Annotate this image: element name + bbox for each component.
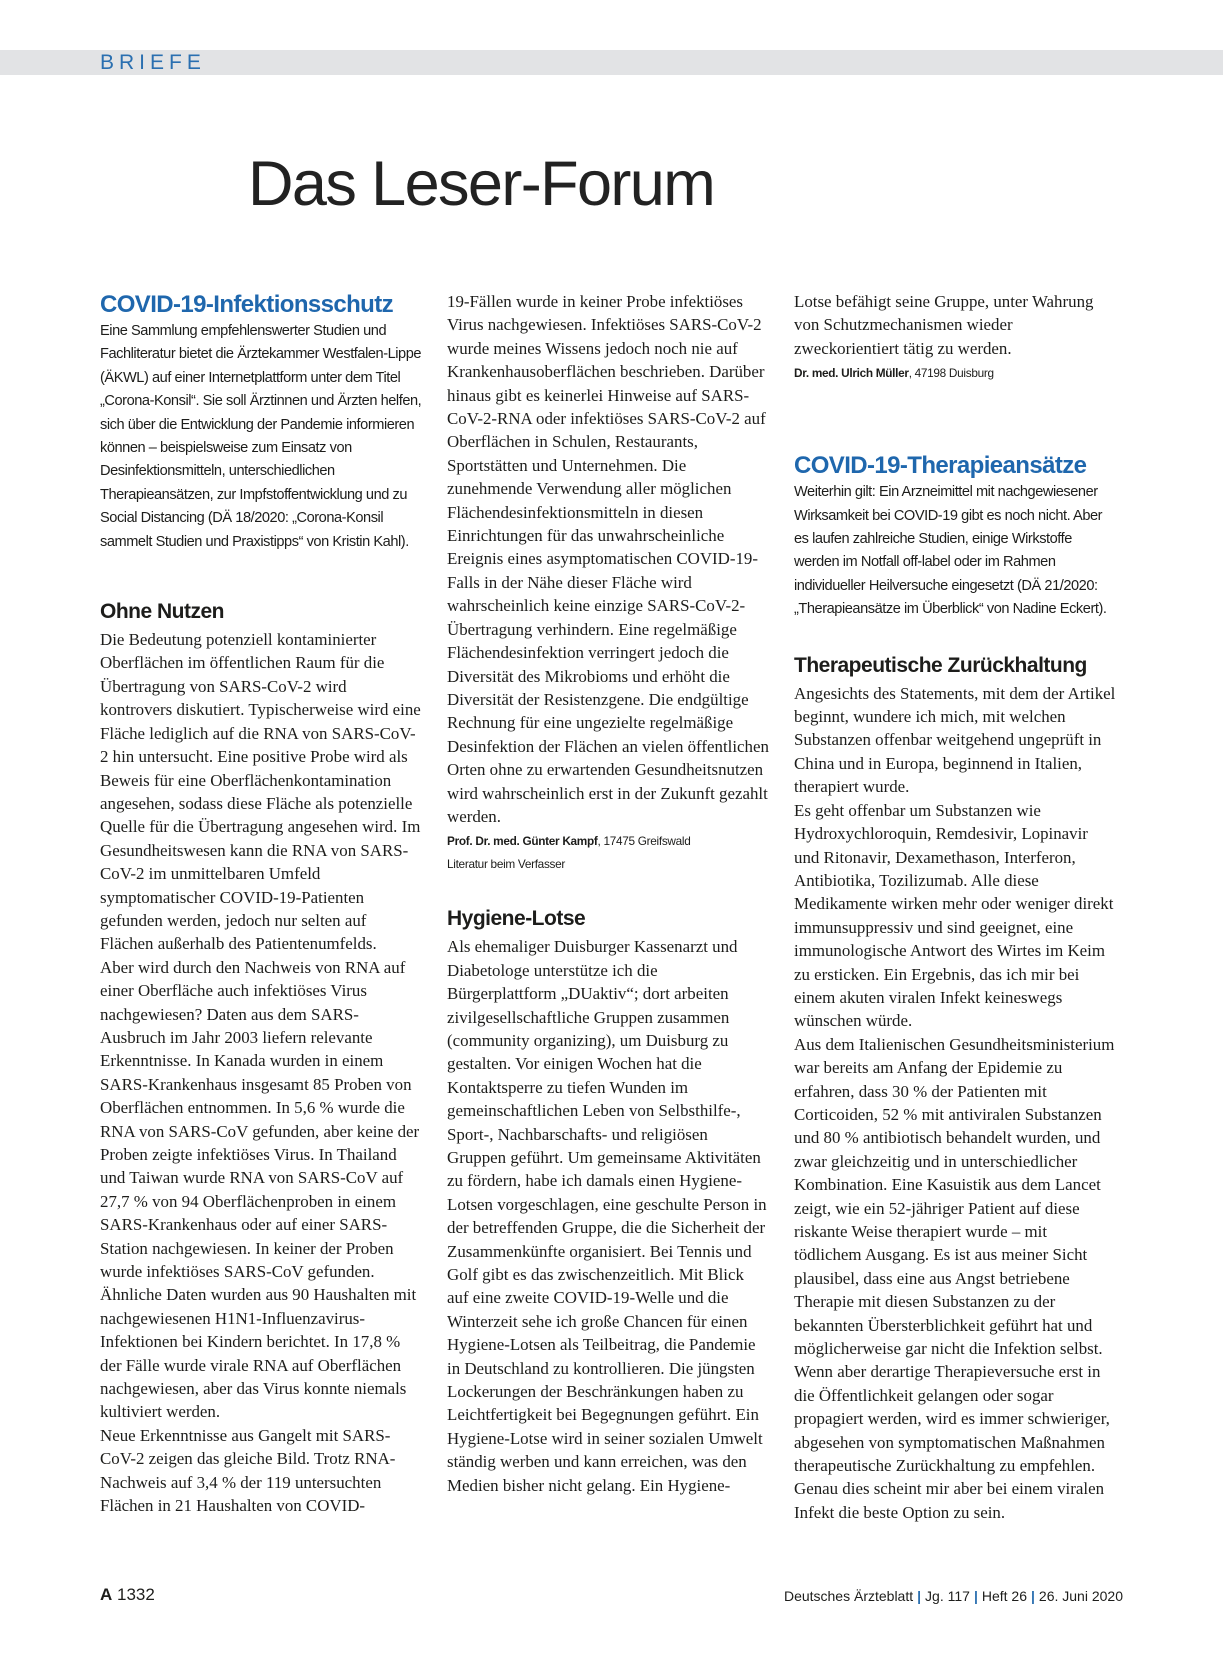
column-3 xyxy=(794,290,1116,1560)
journal-date: 26. Juni 2020 xyxy=(1038,1588,1123,1604)
page-prefix: A xyxy=(100,1585,113,1604)
column-1 xyxy=(100,290,422,1560)
letter-paragraph: Neue Erkenntnisse aus Gangelt mit SARS-CoV-2 zeigen das gleiche Bild. Trotz RNA-Nachweis auf 3,4 % der 119 untersuchten Flächen in 21 Haushalten von COVID- xyxy=(100,1425,396,1516)
page-number-value: 1332 xyxy=(112,1585,155,1604)
author-name: Prof. Dr. med. Günter Kampf xyxy=(447,834,598,849)
topic-intro-therapieansaetze: Weiterhin gilt: Ein Arzneimittel mit nachgewiesener Wirksamkeit bei COVID-19 gibt es noch nicht. Aber es laufen zahlreiche Studien, einige Wirkstoffe werden im Notfall off-label oder im Rahmen individueller Heilversuche eingesetzt (DÄ 21/2020: „Therapieansätze im Überblick“ von Nadine Eckert). xyxy=(794,484,1107,618)
letter-heading-therapeutische-zurueckhaltung: Therapeutische Zurückhaltung xyxy=(794,653,1087,677)
journal-info xyxy=(784,1586,1123,1606)
separator: | xyxy=(917,1588,922,1604)
journal-volume: Jg. 117 xyxy=(925,1588,970,1604)
letter-paragraph: Aber wird durch den Nachweis von RNA auf einer Oberfläche auch infektiöses Virus nachgewiesen? Daten aus dem SARS-Ausbruch im Jahr 2003 liefern relevante Erkenntnisse. In Kanada wurden in einem SARS-Krankenhaus insgesamt 85 Proben von Oberflächen entnommen. In 5,6 % wurde die RNA von SARS-CoV gefunden, aber keine der Proben zeigte infektiöses Virus. In Thailand und Taiwan wurde RNA von SARS-CoV auf 27,7 % von 94 Oberflächenproben in einem SARS-Krankenhaus oder auf einer SARS-Station nachgewiesen. In keiner der Proben wurde infektiöses SARS-CoV gefunden. Ähnliche Daten wurden aus 90 Haushalten mit nachgewiesenen H1N1-Influenzavirus-Infektionen bei Kindern berichtet. In 17,8 % der Fälle wurde virale RNA auf Oberflächen nachgewiesen, aber das Virus konnte niemals kultiviert werden. xyxy=(100,957,420,1422)
section-label: BRIEFE xyxy=(100,51,206,74)
topic-intro-infektionsschutz: Eine Sammlung empfehlenswerter Studien und Fachliteratur bietet die Ärztekammer Westfalen-Lippe (ÄKWL) auf einer Internetplattform unter dem Titel „Corona-Konsil“. Sie soll Ärztinnen und Ärzten helfen, sich über die Entwicklung der Pandemie informieren können – beispielsweise zum Einsatz von Desinfektionsmitteln, unterschiedlichen Therapieansätzen, zur Impfstoffentwicklung und zu Social Distancing (DÄ 18/2020: „Corona-Konsil sammelt Studien und Praxistipps“ von Kristin Kahl). xyxy=(100,323,422,550)
letter-signature xyxy=(447,830,769,853)
letter-heading-ohne-nutzen: Ohne Nutzen xyxy=(100,600,224,624)
letter-paragraph: Als ehemaliger Duisburger Kassenarzt und Diabetologe unterstütze ich die Bürgerplattform „DUaktiv“; dort arbeiten zivilgesellschaftliche Gruppen zusammen (community organizing), um Duisburg zu gestalten. Vor einigen Wochen hat die Kontaktsperre zu tiefen Wunden im gemeinschaftlichen Leben von Selbsthilfe-, Sport-, Nachbarschafts- und religiösen Gruppen geführt. Um gemeinsame Aktivitäten zu fördern, habe ich damals einen Hygiene-Lotsen vorgeschlagen, eine geschulte Person in der betreffenden Gruppe, die die Sicherheit der Zusammenkünfte organisiert. Bei Tennis und Golf gibt es das zwischenzeitlich. Mit Blick auf eine zweite COVID-19-Welle und die Winterzeit sehe ich große Chancen für einen Hygiene-Lotsen als Teilbeitrag, die Pandemie in Deutschland zu kontrollieren. Die jüngsten Lockerungen der Beschränkungen haben zu Leichtfertigkeit bei Begegnungen geführt. Ein Hygiene-Lotse wird in seiner sozialen Umwelt ständig werben und kann erreichen, was den Medien bisher nicht gelang. Ein Hygiene- xyxy=(447,937,767,1495)
author-name: Dr. med. Ulrich Müller xyxy=(794,366,909,381)
journal-issue: Heft 26 xyxy=(981,1588,1027,1604)
letter-signature xyxy=(794,362,1116,385)
page-number xyxy=(100,1584,155,1606)
literature-note: Literatur beim Verfasser xyxy=(447,857,566,872)
letter-paragraph-continued: Lotse befähigt seine Gruppe, unter Wahrung von Schutzmechanismen wieder zweckorientiert tätig zu werden. xyxy=(794,292,1094,358)
author-place: , 17475 Greifswald xyxy=(597,834,691,849)
letter-paragraph: Es geht offenbar um Substanzen wie Hydroxychloroquin, Remdesivir, Lopinavir und Ritonavir, Dexamethason, Interferon, Antibiotika, Tozilizumab. Alle diese Medikamente wirken mehr oder weniger direkt immunsuppressiv und sind geeignet, eine immunologische Antwort des Wirtes im Keim zu ersticken. Ein Ergebnis, das ich mir bei einem akuten viralen Infekt keineswegs wünschen würde. xyxy=(794,800,1114,1031)
letter-paragraph: Angesichts des Statements, mit dem der Artikel beginnt, wundere ich mich, mit welchen Substanzen offenbar weitgehend ungeprüft in China und in Europa, beginnend in Italien, therapiert wurde. xyxy=(794,683,1116,797)
topic-heading-infektionsschutz: COVID-19-Infektionsschutz xyxy=(100,291,394,318)
letter-paragraph: Die Bedeutung potenziell kontaminierter Oberflächen im öffentlichen Raum für die Übertragung von SARS-CoV-2 wird kontrovers diskutiert. Typischerweise wird eine Fläche lediglich auf die RNA von SARS-CoV-2 hin untersucht. Eine positive Probe wird als Beweis für eine Oberflächenkontamination angesehen, sodass diese Fläche als potenzielle Quelle für die Übertragung angesehen wird. Im Gesundheitswesen kann die RNA von SARS-CoV-2 im unmittelbaren Umfeld symptomatischer COVID-19-Patienten gefunden werden, jedoch nur selten auf Flächen außerhalb des Patientenumfelds. xyxy=(100,630,421,954)
topic-heading-therapieansaetze: COVID-19-Therapieansätze xyxy=(794,452,1087,480)
journal-name: Deutsches Ärzteblatt xyxy=(783,1588,914,1604)
letter-paragraph-continued: 19-Fällen wurde in keiner Probe infektiöses Virus nachgewiesen. Infektiöses SARS-CoV-2 wurde meines Wissens jedoch noch nie auf Krankenhausoberflächen beschrieben. Darüber hinaus gibt es keinerlei Hinweise auf SARS-CoV-2-RNA oder infektiöses SARS-CoV-2 auf Oberflächen in Schulen, Restaurants, Sportstätten und Unternehmen. Die zunehmende Verwendung aller möglichen Flächendesinfektionsmitteln in diesen Einrichtungen für das unwahrscheinliche Ereignis eines asymptomatischen COVID-19-Falls in der Nähe dieser Fläche wird wahrscheinlich keine einzige SARS-CoV-2-Übertragung verhindern. Eine regelmäßige Flächendesinfektion verringert jedoch die Diversität des Mikrobioms und erhöht die Diversität der Resistenzgene. Die endgültige Rechnung für eine ungezielte regelmäßige Desinfektion der Flächen an vielen öffentlichen Orten ohne zu erwartenden Gesundheitsnutzen wird wahrscheinlich erst in der Zukunft gezahlt werden. xyxy=(447,292,769,826)
page-title: Das Leser-Forum xyxy=(248,149,715,219)
separator: | xyxy=(973,1588,978,1604)
separator: | xyxy=(1031,1588,1035,1604)
column-2 xyxy=(447,290,769,1560)
letter-paragraph: Aus dem Italienischen Gesundheitsministerium war bereits am Anfang der Epidemie zu erfahren, dass 30 % der Patienten mit Corticoiden, 52 % mit antiviralen Substanzen und 80 % antibiotisch behandelt wurden, und zwar gleichzeitig und in unterschiedlicher Kombination. Eine Kasuistik aus dem Lancet zeigt, wie ein 52-jähriger Patient auf diese riskante Weise therapiert wurde – mit tödlichem Ausgang. Es ist aus meiner Sicht plausibel, dass eine aus Angst betriebene Therapie mit diesen Substanzen zu der bekannten Übersterblichkeit geführt hat und möglicherweise gar nicht die Infektion selbst. Wenn aber derartige Therapieversuche erst in die Öffentlichkeit gelangen oder sogar propagiert werden, wird es immer schwieriger, abgesehen von symptomatischen Maßnahmen therapeutische Zurückhaltung zu empfehlen. Genau dies scheint mir aber bei einem viralen Infekt die beste Option zu sein. xyxy=(794,1034,1115,1522)
author-place: , 47198 Duisburg xyxy=(908,366,994,381)
letter-heading-hygiene-lotse: Hygiene-Lotse xyxy=(447,907,586,931)
